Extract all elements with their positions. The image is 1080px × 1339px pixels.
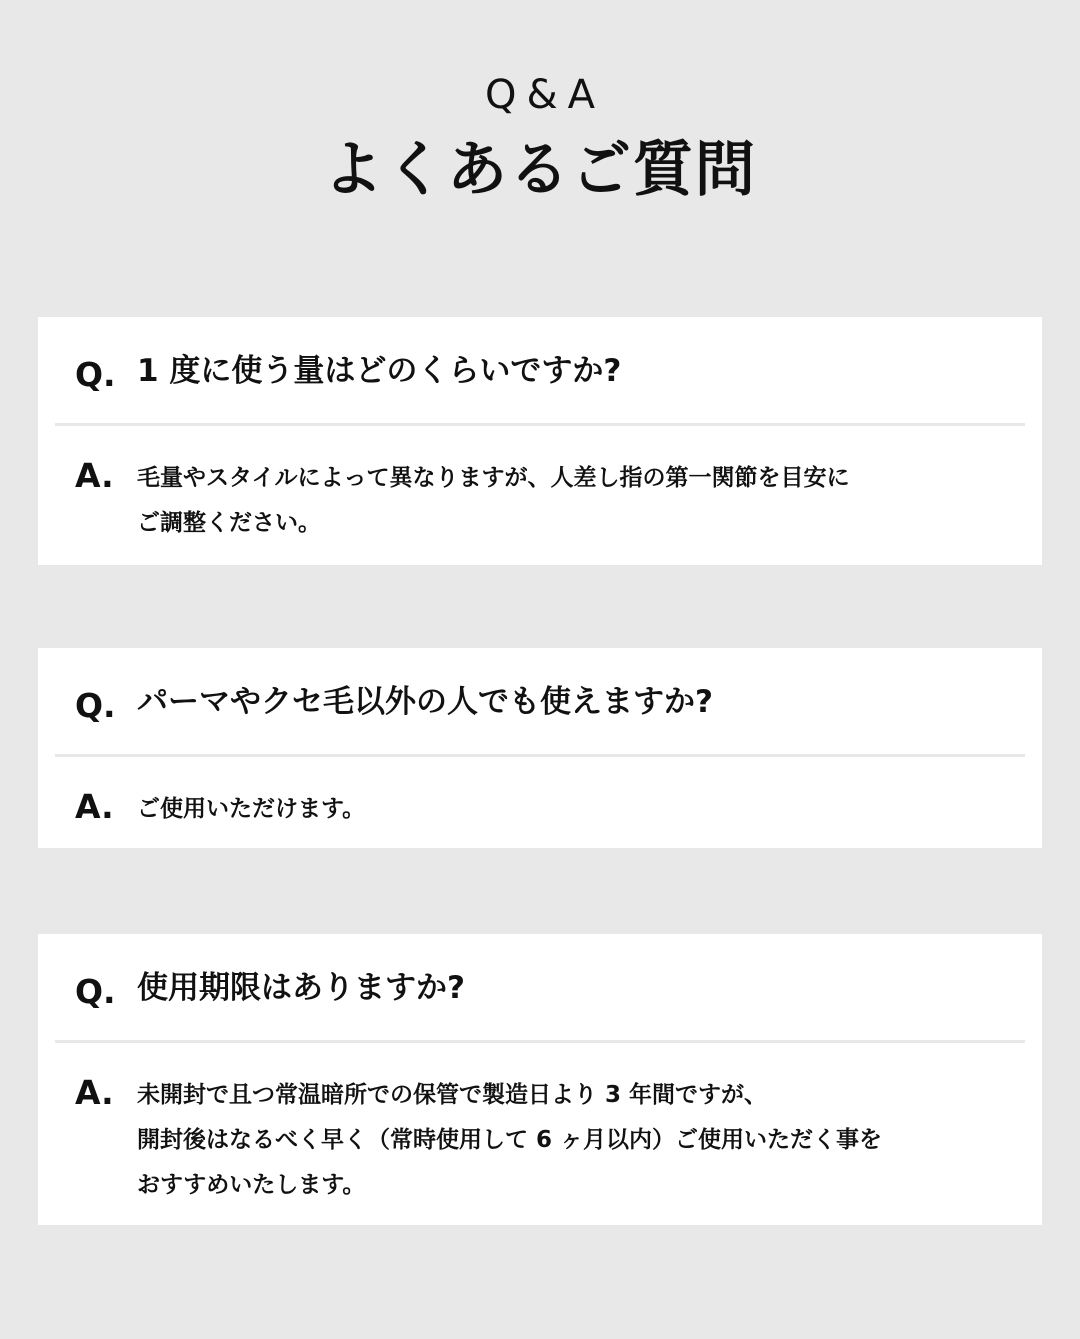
page-subtitle: Q&A [484,72,606,118]
question-mark-label: Q. [75,686,116,725]
faq-answer-row [55,1043,1025,1225]
faq-question-row [55,648,1025,757]
faq-answer-row [55,426,1025,565]
answer-mark-label: A. [75,1073,114,1112]
answer-line: 開封後はなるべく早く（常時使用して 6 ヶ月以内）ご使用いただく事を [137,1127,883,1153]
faq-question-text: パーマやクセ毛以外の人でも使えますか? [137,684,713,720]
faq-answer-text [137,1073,957,1208]
faq-question-row [55,317,1025,426]
page-header [0,70,1080,206]
faq-question-text: 使用期限はありますか? [137,970,465,1006]
faq-answer-text [137,456,957,546]
question-mark-label: Q. [75,355,116,394]
answer-mark-label: A. [75,456,114,495]
page-title: よくあるご質問 [323,135,757,205]
question-mark-label: Q. [75,972,116,1011]
faq-card-2 [38,648,1042,848]
faq-card-1 [38,317,1042,565]
faq-answer-text [137,787,957,832]
faq-question-row [55,934,1025,1043]
answer-line: ご使用いただけます。 [137,796,366,822]
faq-question-text: 1 度に使う量はどのくらいですか? [137,353,622,389]
answer-line: 未開封で且つ常温暗所での保管で製造日より 3 年間ですが、 [137,1082,768,1108]
faq-card-3 [38,934,1042,1225]
answer-line: 毛量やスタイルによって異なりますが、人差し指の第一関節を目安に [137,465,850,491]
answer-line: おすすめいたします。 [137,1172,366,1198]
faq-answer-row [55,757,1025,848]
answer-mark-label: A. [75,787,114,826]
answer-line: ご調整ください。 [137,510,321,536]
